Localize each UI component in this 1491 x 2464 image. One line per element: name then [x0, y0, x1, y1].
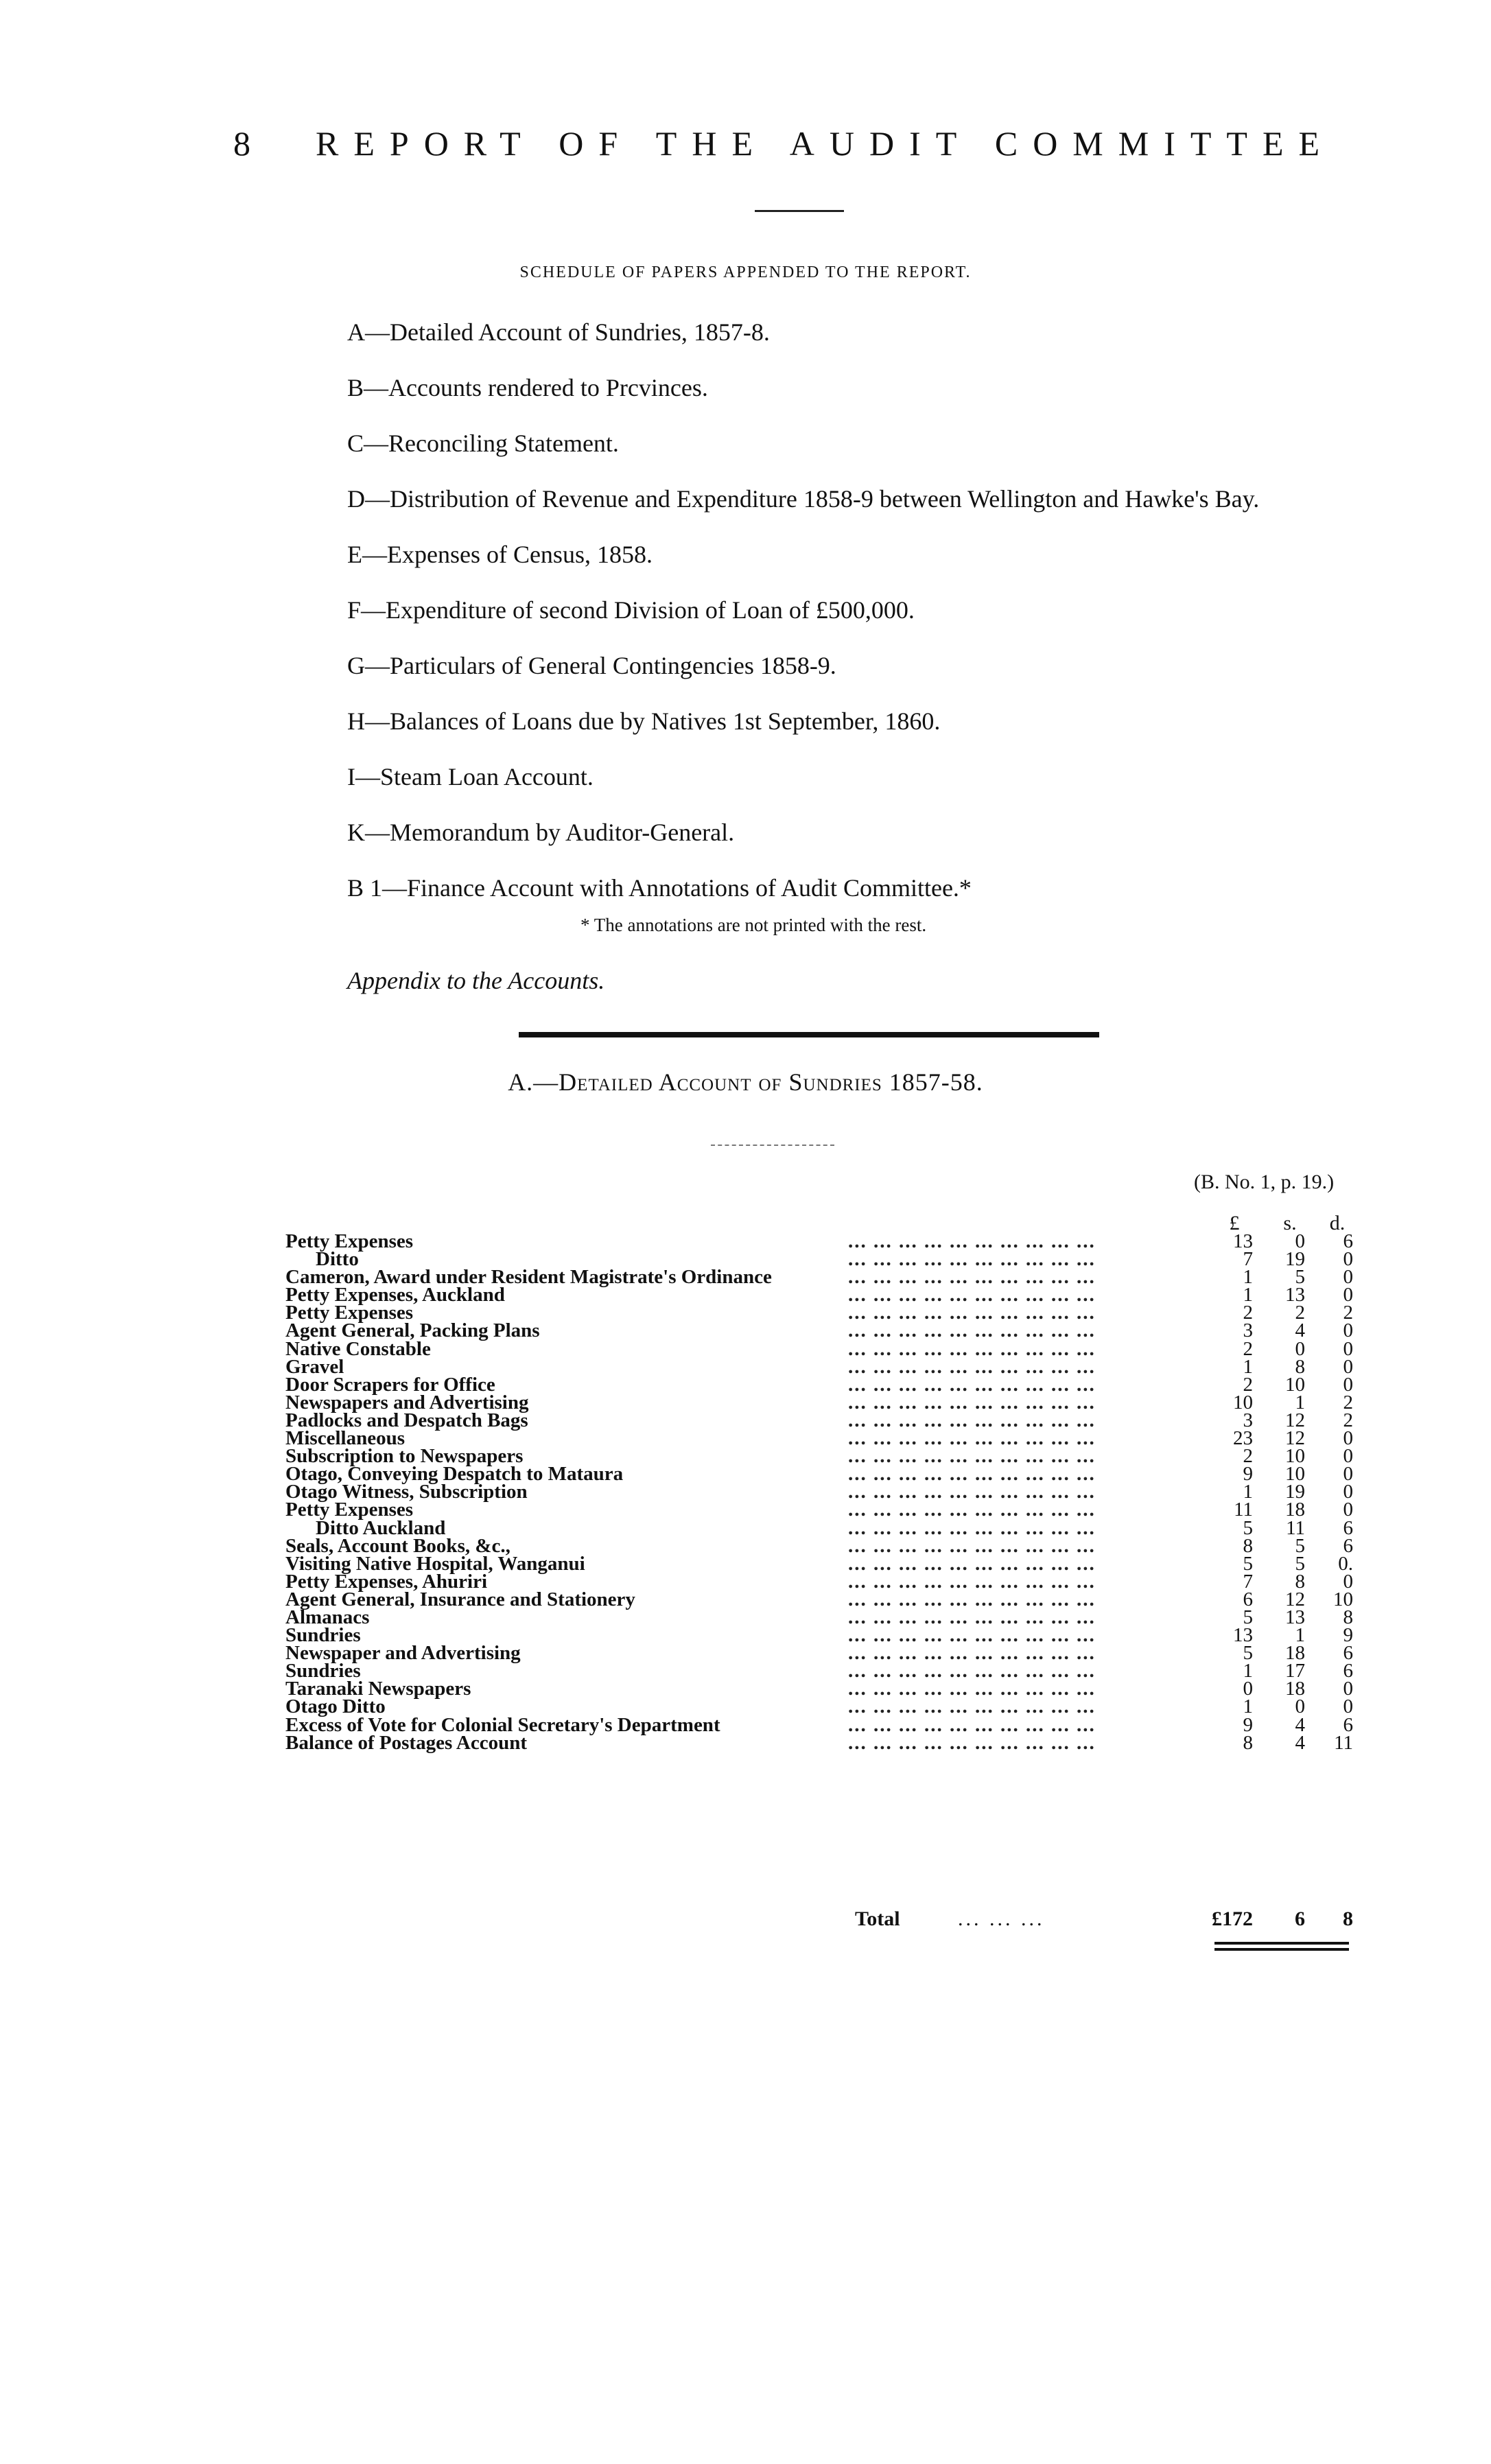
ledger-pounds: 5: [1243, 1552, 1253, 1575]
ledger-pounds: 10: [1233, 1391, 1253, 1413]
shillings-column-header: s.: [1283, 1212, 1297, 1234]
ledger-row: [285, 1696, 1353, 1718]
ledger-pence: 9: [1343, 1624, 1353, 1647]
ledger-shillings: 0: [1295, 1230, 1305, 1252]
ledger-pence: 6: [1343, 1642, 1353, 1665]
ledger-pence: 0: [1343, 1481, 1353, 1503]
ledger-pounds: 5: [1243, 1642, 1253, 1665]
ledger-pounds: 23: [1233, 1427, 1253, 1450]
reference-note: (B. No. 1, p. 19.): [1194, 1171, 1335, 1193]
ledger-shillings: 8: [1295, 1355, 1305, 1378]
ledger-shillings: 12: [1285, 1409, 1305, 1431]
ledger-shillings: 13: [1285, 1606, 1305, 1628]
ledger-description: Otago Ditto: [285, 1696, 386, 1718]
ledger-leaders: ... ... ... ... ... ... ... ... ... ...: [848, 1608, 1096, 1626]
account-title: A.—Detailed Account of Sundries 1857-58.: [508, 1068, 983, 1096]
ledger-leaders: ... ... ... ... ... ... ... ... ... ...: [848, 1393, 1096, 1411]
ledger-row: [285, 1232, 1353, 1250]
ledger-leaders: ... ... ... ... ... ... ... ... ... ...: [848, 1411, 1096, 1429]
total-pence: 8: [1343, 1908, 1353, 1930]
ledger-pence: 0: [1343, 1678, 1353, 1700]
total-pounds: £172: [1212, 1908, 1253, 1930]
ledger-pence: 6: [1343, 1516, 1353, 1539]
ledger-pounds: 1: [1243, 1266, 1253, 1289]
ledger-pounds: 2: [1243, 1302, 1253, 1324]
ledger-leaders: ... ... ... ... ... ... ... ... ... ...: [848, 1554, 1096, 1573]
ledger-row: [285, 1731, 1353, 1754]
ledger-leaders: ... ... ... ... ... ... ... ... ... ...: [848, 1698, 1096, 1716]
total-label: Total: [855, 1908, 900, 1930]
ledger-description: Newspaper and Advertising: [285, 1642, 521, 1665]
schedule-heading: SCHEDULE OF PAPERS APPENDED TO THE REPORT.: [519, 263, 972, 281]
ledger-pounds: 2: [1243, 1445, 1253, 1468]
section-divider: [519, 1032, 1099, 1037]
ledger-pence: 0: [1343, 1696, 1353, 1718]
schedule-item: A—Detailed Account of Sundries, 1857-8.: [347, 318, 770, 346]
ledger-leaders: ... ... ... ... ... ... ... ... ... ...: [848, 1680, 1096, 1698]
ledger-pence: 0: [1343, 1445, 1353, 1468]
ledger-shillings: 11: [1286, 1516, 1305, 1539]
ledger-description: Ditto Auckland: [316, 1516, 446, 1539]
ledger-row: [285, 1411, 1353, 1429]
schedule-item: I—Steam Loan Account.: [347, 763, 594, 790]
page-number: 8: [233, 124, 250, 163]
ledger-leaders: ... ... ... ... ... ... ... ... ... ...: [848, 1590, 1096, 1608]
ledger-leaders: ... ... ... ... ... ... ... ... ... ...: [848, 1733, 1096, 1752]
ledger-description: Sundries: [285, 1660, 361, 1682]
running-title: REPORT OF THE AUDIT COMMITTEE: [316, 124, 1335, 163]
ledger-leaders: ... ... ... ... ... ... ... ... ... ...: [848, 1339, 1096, 1358]
ledger-leaders: ... ... ... ... ... ... ... ... ... ...: [848, 1662, 1096, 1680]
ledger-leaders: ... ... ... ... ... ... ... ... ... ...: [848, 1715, 1096, 1734]
ledger-row: [285, 1319, 1353, 1342]
ledger-shillings: 4: [1295, 1731, 1305, 1754]
ledger-pence: 2: [1343, 1302, 1353, 1324]
ledger-description: Petty Expenses: [285, 1499, 414, 1521]
ledger-description: Visiting Native Hospital, Wanganui: [285, 1552, 585, 1575]
ledger-shillings: 10: [1285, 1463, 1305, 1486]
ledger-row: [285, 1552, 1353, 1575]
ledger-pence: 2: [1343, 1391, 1353, 1413]
sundries-ledger: [285, 1232, 1353, 1752]
ledger-shillings: 12: [1285, 1427, 1305, 1450]
schedule-item: B—Accounts rendered to Prcvinces.: [347, 374, 708, 401]
ledger-pounds: 13: [1233, 1624, 1253, 1647]
ledger-shillings: 10: [1285, 1445, 1305, 1468]
ledger-description: Petty Expenses, Auckland: [285, 1284, 505, 1306]
ledger-pence: 0: [1343, 1248, 1353, 1271]
ledger-pence: 0: [1343, 1427, 1353, 1450]
schedule-item: K—Memorandum by Auditor-General.: [347, 819, 735, 846]
ledger-pence: 0: [1343, 1570, 1353, 1593]
total-row: [285, 1908, 1353, 1935]
ledger-pence: 0: [1343, 1319, 1353, 1342]
header-rule: [755, 210, 844, 212]
ledger-pounds: 2: [1243, 1337, 1253, 1360]
ledger-description: Petty Expenses, Ahuriri: [285, 1570, 488, 1593]
ledger-description: Taranaki Newspapers: [285, 1678, 471, 1700]
schedule-item: F—Expenditure of second Division of Loan of £500,000.: [347, 596, 915, 624]
ledger-pounds: 9: [1243, 1463, 1253, 1486]
ledger-pence: 8: [1343, 1606, 1353, 1628]
total-double-rule: [1214, 1948, 1349, 1951]
ledger-pounds: 2: [1243, 1373, 1253, 1396]
ledger-pence: 0: [1343, 1499, 1353, 1521]
ledger-leaders: ... ... ... ... ... ... ... ... ... ...: [848, 1501, 1096, 1519]
ledger-pence: 0: [1343, 1373, 1353, 1396]
ledger-description: Gravel: [285, 1355, 344, 1378]
ledger-shillings: 5: [1295, 1552, 1305, 1575]
ledger-pounds: 6: [1243, 1588, 1253, 1610]
total-leaders: ... ... ...: [958, 1908, 1045, 1930]
ledger-description: Cameron, Award under Resident Magistrate's Ordinance: [285, 1266, 772, 1289]
ledger-leaders: ... ... ... ... ... ... ... ... ... ...: [848, 1626, 1096, 1645]
total-double-rule: [1214, 1942, 1349, 1945]
ledger-shillings: 18: [1285, 1678, 1305, 1700]
ledger-row: [285, 1286, 1353, 1304]
ledger-pence: 6: [1343, 1660, 1353, 1682]
ledger-pence: 6: [1343, 1713, 1353, 1736]
ledger-pence: 6: [1343, 1534, 1353, 1557]
ledger-pounds: 1: [1243, 1660, 1253, 1682]
ledger-pounds: 8: [1243, 1731, 1253, 1754]
annotation-footnote: * The annotations are not printed with the rest.: [580, 915, 927, 935]
ledger-description: Miscellaneous: [285, 1427, 405, 1450]
ledger-description: Petty Expenses: [285, 1230, 414, 1252]
ledger-pence: 11: [1334, 1731, 1353, 1754]
ledger-shillings: 8: [1295, 1570, 1305, 1593]
ledger-description: Otago Witness, Subscription: [285, 1481, 528, 1503]
schedule-item: B 1—Finance Account with Annotations of Audit Committee.*: [347, 874, 972, 902]
appendix-heading: Appendix to the Accounts.: [347, 967, 605, 994]
ledger-shillings: 0: [1295, 1696, 1305, 1718]
ledger-pounds: 9: [1243, 1713, 1253, 1736]
ledger-description: Door Scrapers for Office: [285, 1373, 495, 1396]
schedule-item: H—Balances of Loans due by Natives 1st September, 1860.: [347, 707, 941, 735]
ledger-pounds: 3: [1243, 1409, 1253, 1431]
ledger-description: Newspapers and Advertising: [285, 1391, 529, 1413]
ledger-row: [285, 1355, 1353, 1378]
ledger-pence: 0.: [1338, 1552, 1353, 1575]
ledger-row: [285, 1608, 1353, 1626]
ledger-description: Seals, Account Books, &c.,: [285, 1534, 510, 1557]
ledger-row: [285, 1534, 1353, 1557]
ledger-pounds: 7: [1243, 1570, 1253, 1593]
ledger-pounds: 8: [1243, 1534, 1253, 1557]
ledger-description: Agent General, Insurance and Stationery: [285, 1588, 635, 1610]
ledger-pence: 0: [1343, 1284, 1353, 1306]
ledger-description: Native Constable: [285, 1337, 431, 1360]
ledger-description: Agent General, Packing Plans: [285, 1319, 540, 1342]
ledger-row: [285, 1570, 1353, 1593]
ledger-pounds: 5: [1243, 1606, 1253, 1628]
ledger-leaders: ... ... ... ... ... ... ... ... ... ...: [848, 1536, 1096, 1555]
ledger-leaders: ... ... ... ... ... ... ... ... ... ...: [848, 1447, 1096, 1466]
ledger-leaders: ... ... ... ... ... ... ... ... ... ...: [848, 1572, 1096, 1591]
ledger-description: Almanacs: [285, 1606, 370, 1628]
ledger-pounds: 5: [1243, 1516, 1253, 1539]
ledger-pounds: 3: [1243, 1319, 1253, 1342]
ledger-row: [285, 1713, 1353, 1736]
ledger-shillings: 1: [1295, 1391, 1305, 1413]
ledger-leaders: ... ... ... ... ... ... ... ... ... ...: [848, 1357, 1096, 1376]
ledger-leaders: ... ... ... ... ... ... ... ... ... ...: [848, 1375, 1096, 1394]
ledger-pence: 6: [1343, 1230, 1353, 1252]
ledger-pounds: 1: [1243, 1355, 1253, 1378]
ledger-leaders: ... ... ... ... ... ... ... ... ... ...: [848, 1429, 1096, 1448]
ledger-shillings: 18: [1285, 1642, 1305, 1665]
schedule-item: G—Particulars of General Contingencies 1858-9.: [347, 652, 836, 679]
schedule-item: C—Reconciling Statement.: [347, 430, 619, 457]
total-shillings: 6: [1295, 1908, 1305, 1930]
ledger-pounds: 11: [1234, 1499, 1253, 1521]
ledger-shillings: 19: [1285, 1248, 1305, 1271]
ledger-leaders: ... ... ... ... ... ... ... ... ... ...: [848, 1322, 1096, 1340]
ledger-leaders: ... ... ... ... ... ... ... ... ... ...: [848, 1232, 1096, 1250]
ledger-row: [285, 1373, 1353, 1396]
ledger-leaders: ... ... ... ... ... ... ... ... ... ...: [848, 1286, 1096, 1304]
ledger-row: [285, 1680, 1353, 1698]
ledger-description: Padlocks and Despatch Bags: [285, 1409, 528, 1431]
ledger-leaders: ... ... ... ... ... ... ... ... ... ...: [848, 1268, 1096, 1287]
ledger-shillings: 19: [1285, 1481, 1305, 1503]
ledger-shillings: 13: [1285, 1284, 1305, 1306]
ledger-shillings: 2: [1295, 1302, 1305, 1324]
pounds-column-header: £: [1229, 1212, 1240, 1234]
ledger-pounds: 7: [1243, 1248, 1253, 1271]
title-underline: [711, 1145, 834, 1146]
ledger-description: Otago, Conveying Despatch to Mataura: [285, 1463, 624, 1486]
ledger-shillings: 4: [1295, 1713, 1305, 1736]
ledger-leaders: ... ... ... ... ... ... ... ... ... ...: [848, 1304, 1096, 1322]
ledger-pounds: 1: [1243, 1284, 1253, 1306]
ledger-pounds: 13: [1233, 1230, 1253, 1252]
ledger-leaders: ... ... ... ... ... ... ... ... ... ...: [848, 1518, 1096, 1537]
ledger-pence: 0: [1343, 1337, 1353, 1360]
ledger-shillings: 12: [1285, 1588, 1305, 1610]
ledger-shillings: 18: [1285, 1499, 1305, 1521]
pence-column-header: d.: [1329, 1212, 1346, 1234]
ledger-row: [285, 1642, 1353, 1665]
schedule-item: E—Expenses of Census, 1858.: [347, 541, 653, 568]
ledger-leaders: ... ... ... ... ... ... ... ... ... ...: [848, 1465, 1096, 1483]
ledger-shillings: 5: [1295, 1534, 1305, 1557]
ledger-leaders: ... ... ... ... ... ... ... ... ... ...: [848, 1483, 1096, 1501]
ledger-pence: 2: [1343, 1409, 1353, 1431]
ledger-row: [285, 1516, 1353, 1539]
ledger-row: [285, 1483, 1353, 1501]
ledger-shillings: 10: [1285, 1373, 1305, 1396]
running-header: [233, 124, 1359, 172]
ledger-leaders: ... ... ... ... ... ... ... ... ... ...: [848, 1644, 1096, 1663]
ledger-pounds: 1: [1243, 1696, 1253, 1718]
ledger-row: [285, 1499, 1353, 1521]
ledger-row: [285, 1588, 1353, 1610]
ledger-row: [285, 1337, 1353, 1360]
ledger-pounds: 0: [1243, 1678, 1253, 1700]
ledger-pence: 0: [1343, 1355, 1353, 1378]
ledger-pence: 0: [1343, 1266, 1353, 1289]
ledger-description: Sundries: [285, 1624, 361, 1647]
ledger-pence: 0: [1343, 1463, 1353, 1486]
ledger-pounds: 1: [1243, 1481, 1253, 1503]
ledger-description: Excess of Vote for Colonial Secretary's Department: [285, 1713, 720, 1736]
ledger-shillings: 17: [1285, 1660, 1305, 1682]
ledger-shillings: 5: [1295, 1266, 1305, 1289]
ledger-description: Balance of Postages Account: [285, 1731, 527, 1754]
schedule-list: [347, 317, 1259, 928]
ledger-leaders: ... ... ... ... ... ... ... ... ... ...: [848, 1250, 1096, 1269]
ledger-description: Ditto: [316, 1248, 359, 1271]
ledger-shillings: 1: [1295, 1624, 1305, 1647]
ledger-shillings: 0: [1295, 1337, 1305, 1360]
schedule-item: D—Distribution of Revenue and Expenditure 1858-9 between Wellington and Hawke's Bay.: [347, 485, 1260, 513]
ledger-description: Subscription to Newspapers: [285, 1445, 524, 1468]
ledger-pence: 10: [1333, 1588, 1353, 1610]
ledger-shillings: 4: [1295, 1319, 1305, 1342]
ledger-description: Petty Expenses: [285, 1302, 414, 1324]
